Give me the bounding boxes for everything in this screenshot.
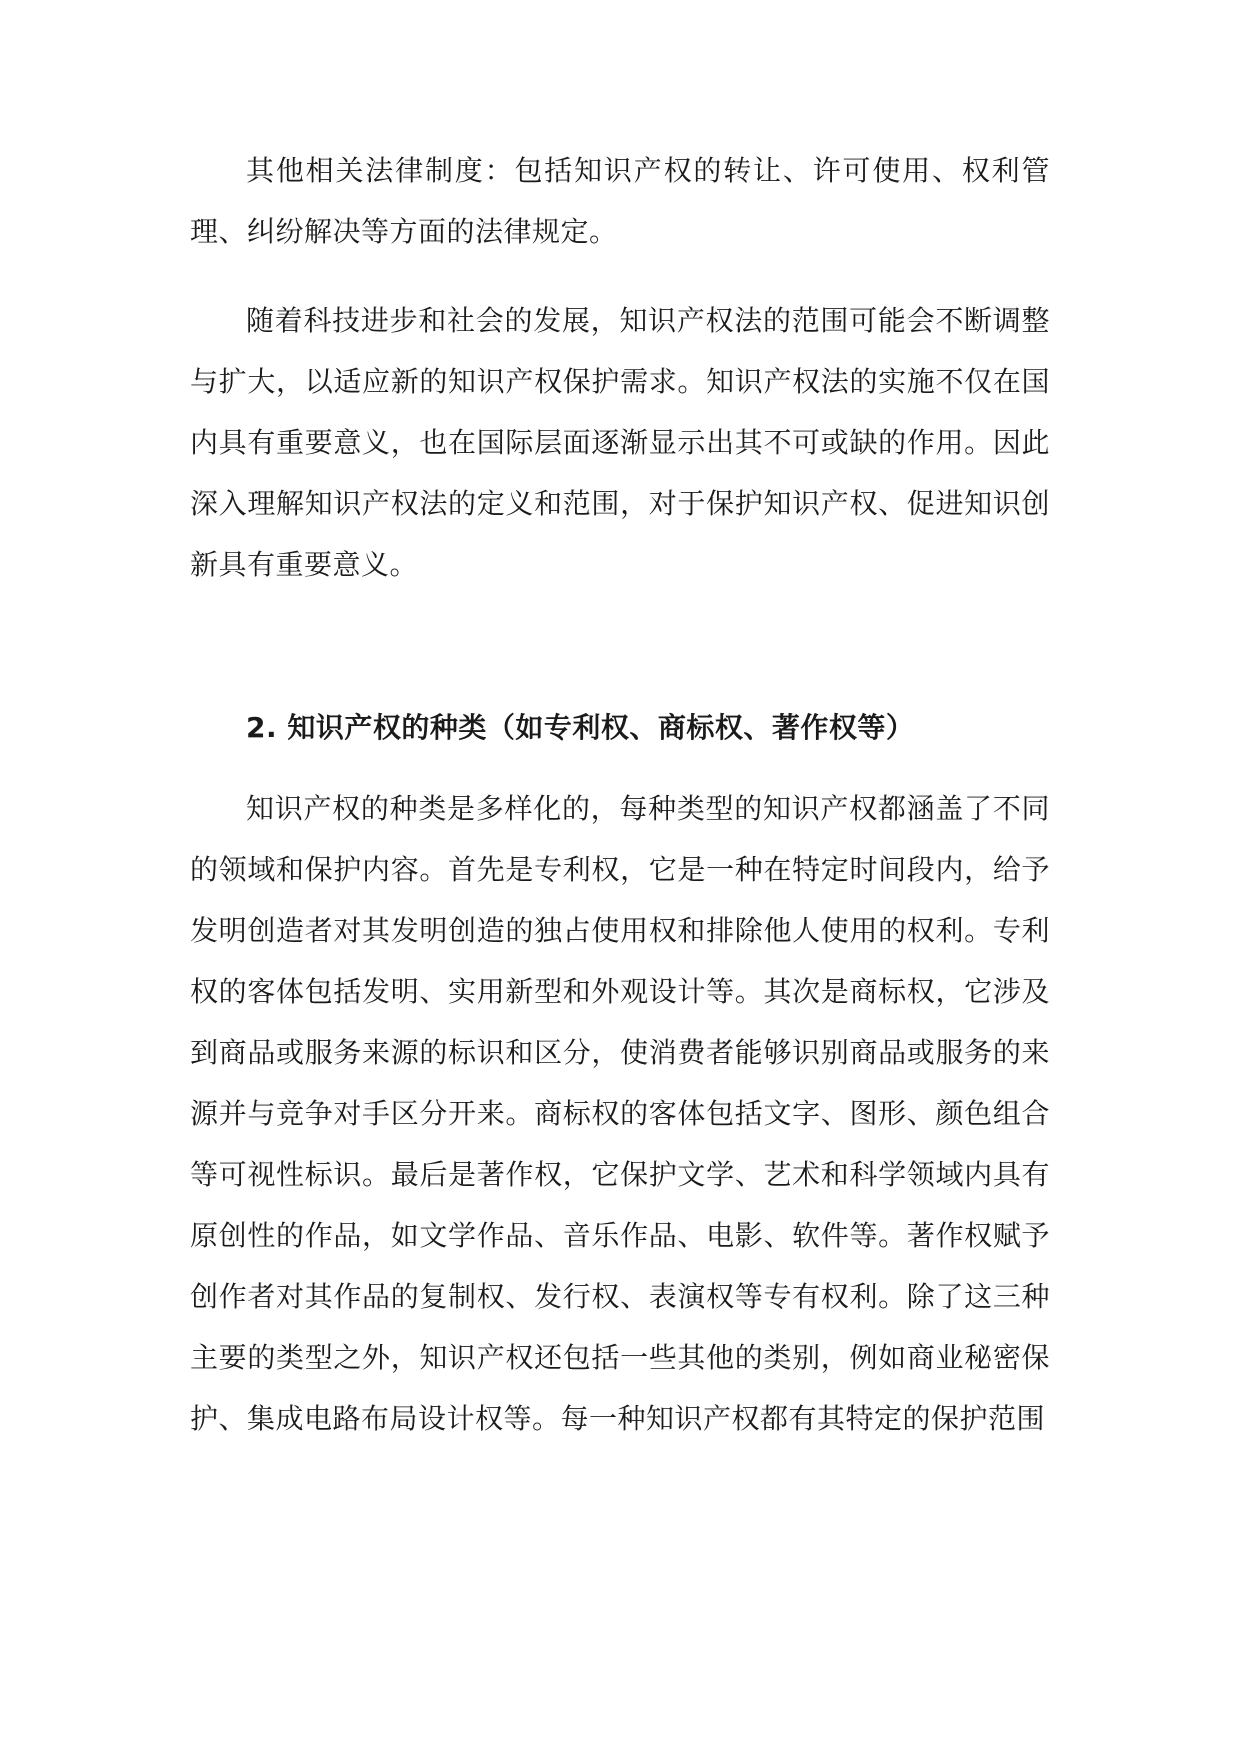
paragraph-scope-development: 随着科技进步和社会的发展，知识产权法的范围可能会不断调整与扩大，以适应新的知识产权保护需求。知识产权法的实施不仅在国内具有重要意义，也在国际层面逐渐显示出其不可或缺的作用。因此深入理解知识产权法的定义和范围，对于保护知识产权、促进知识创新具有重要意义。 <box>190 304 1050 581</box>
paragraph-ip-types: 知识产权的种类是多样化的，每种类型的知识产权都涵盖了不同的领域和保护内容。首先是专利权，它是一种在特定时间段内，给予发明创造者对其发明创造的独占使用权和排除他人使用的权利。专利权的客体包括发明、实用新型和外观设计等。其次是商标权，它涉及到商品或服务来源的标识和区分，使消费者能够识别商品或服务的来源并与竞争对手区分开来。商标权的客体包括文字、图形、颜色组合等可视性标识。最后是著作权，它保护文学、艺术和科学领域内具有原创性的作品，如文学作品、音乐作品、电影、软件等。著作权赋予创作者对其作品的复制权、发行权、表演权等专有权利。除了这三种主要的类型之外，知识产权还包括一些其他的类别，例如商业秘密保护、集成电路布局设计权等。每一种知识产权都有其特定的保护范围 <box>190 792 1050 1435</box>
section-heading: 2. 知识产权的种类（如专利权、商标权、著作权等） <box>246 711 915 744</box>
paragraph-other-legal-systems: 其他相关法律制度：包括知识产权的转让、许可使用、权利管理、纠纷解决等方面的法律规定。 <box>190 154 1050 248</box>
